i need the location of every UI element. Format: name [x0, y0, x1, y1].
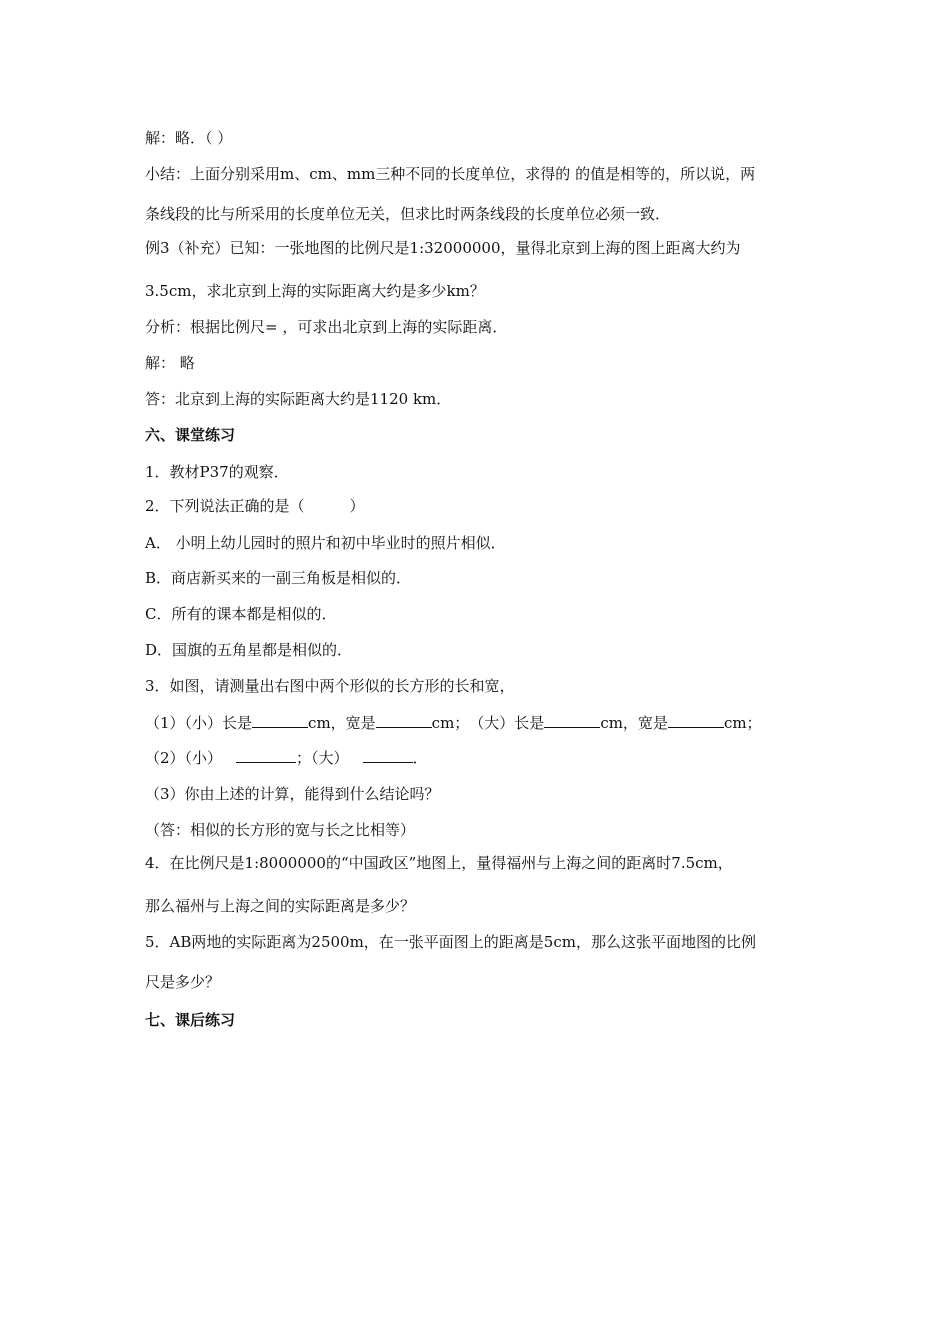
exercise-4-line-2: 那么福州与上海之间的实际距离是多少？ — [145, 897, 416, 915]
exercise-3-answer: （答：相似的长方形的宽与长之比相等） — [145, 821, 416, 839]
part2-small-label: （2）（小） — [145, 749, 223, 767]
part1-large-length-label: cm； （大）长是 — [431, 714, 545, 732]
analysis-line: 分析：根据比例尺= ，可求出北京到上海的实际距离． — [145, 318, 508, 336]
exercise-5-line-2: 尺是多少？ — [145, 973, 221, 991]
exercise-3-part-3: （3）你由上述的计算，能得到什么结论吗？ — [145, 785, 440, 803]
example3-line-1: 例3（补充）已知：一张地图的比例尺是1:32000000，量得北京到上海的图上距离大约为 — [145, 239, 741, 257]
large-ratio-blank[interactable] — [363, 748, 413, 763]
exercise-3-part-2 — [145, 748, 428, 768]
option-b: B．商店新买来的一副三角板是相似的． — [145, 569, 412, 587]
exercise-4-line-1: 4．在比例尺是1:8000000的“中国政区”地图上，量得福州与上海之间的距离时7.5cm， — [145, 854, 733, 872]
section6-heading: 六、课堂练习 — [145, 426, 236, 444]
option-c: C．所有的课本都是相似的． — [145, 605, 337, 623]
small-length-blank[interactable] — [252, 713, 308, 728]
summary-line-2: 条线段的比与所采用的长度单位无关，但求比时两条线段的长度单位必须一致． — [145, 205, 671, 223]
part1-small-length-label: （1）（小）长是 — [145, 714, 253, 732]
large-length-blank[interactable] — [544, 713, 600, 728]
section7-heading: 七、课后练习 — [145, 1011, 236, 1029]
part1-large-width-label: cm，宽是 — [600, 714, 668, 732]
large-width-blank[interactable] — [668, 713, 724, 728]
example3-line-2: 3.5cm，求北京到上海的实际距离大约是多少km？ — [145, 282, 485, 300]
option-a: A． 小明上幼儿园时的照片和初中毕业时的照片相似． — [145, 534, 506, 552]
part1-small-width-label: cm，宽是 — [308, 714, 376, 732]
exercise-1: 1．教材P37的观察． — [145, 463, 289, 481]
summary-line-1: 小结：上面分别采用m、cm、mm三种不同的长度单位，求得的 的值是相等的，所以说，两 — [145, 165, 756, 183]
exercise-5-line-1: 5．AB两地的实际距离为2500m，在一张平面图上的距离是5cm，那么这张平面地图的比例 — [145, 933, 756, 951]
small-width-blank[interactable] — [376, 713, 432, 728]
exercise-3: 3．如图，请测量出右图中两个形似的长方形的长和宽， — [145, 677, 515, 695]
option-d: D．国旗的五角星都是相似的． — [145, 641, 353, 659]
exercise-2: 2．下列说法正确的是（ ） — [145, 497, 365, 515]
part2-end: ． — [412, 749, 428, 767]
solution-line-2: 解： 略 — [145, 354, 195, 372]
part2-large-label: ；（大） — [296, 749, 349, 767]
exercise-3-part-1 — [145, 713, 762, 733]
answer-line: 答：北京到上海的实际距离大约是1120 km． — [145, 390, 452, 408]
solution-line-1: 解：略．（ ） — [145, 129, 233, 147]
part1-unit-end: cm； — [723, 714, 762, 732]
small-ratio-blank[interactable] — [236, 748, 296, 763]
